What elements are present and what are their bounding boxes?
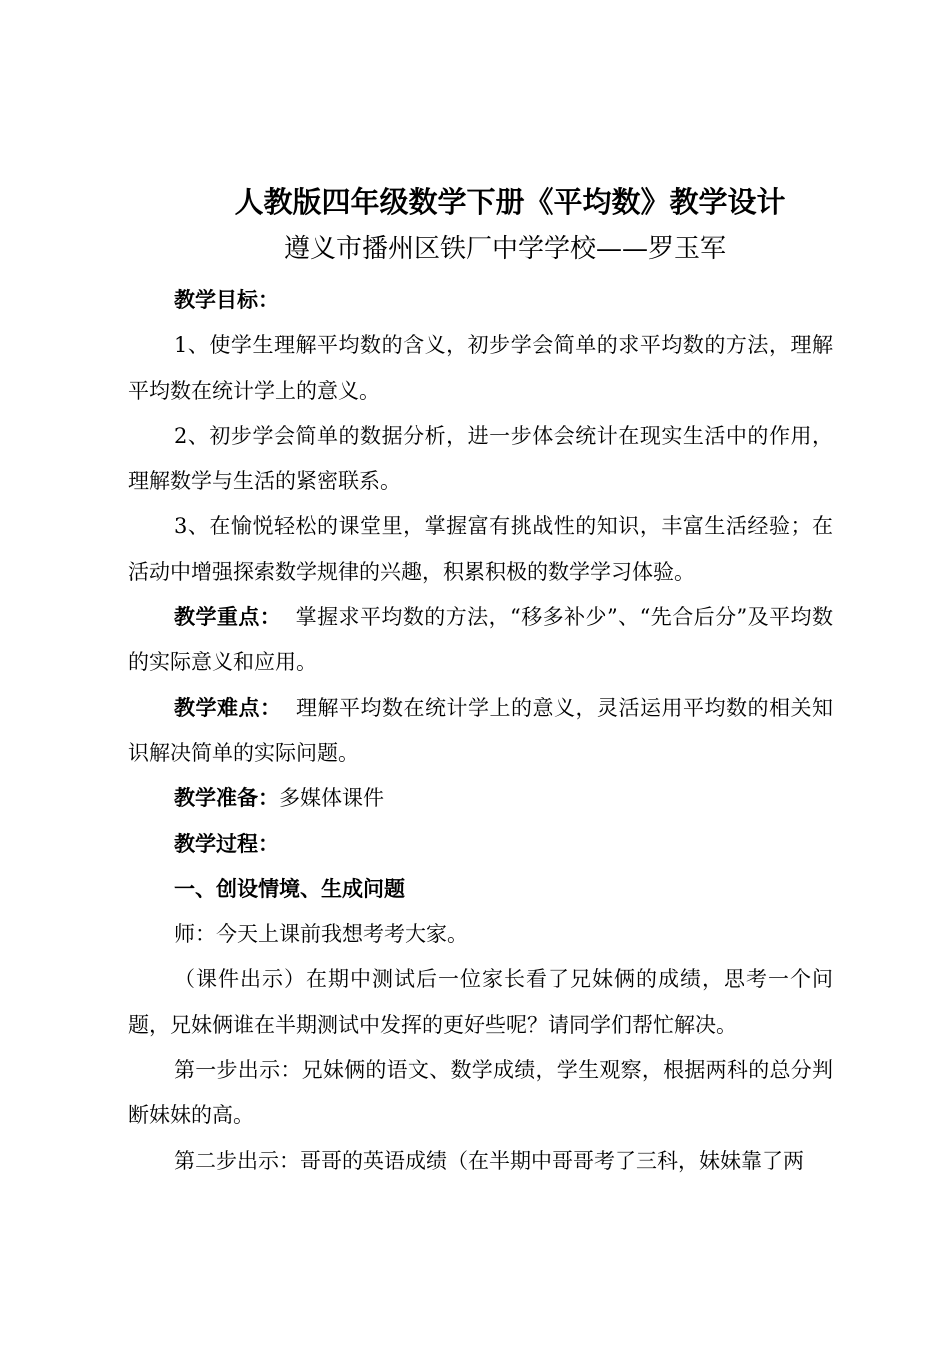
objectives-heading: 教学目标：	[174, 288, 279, 312]
objective-item-2: 2、初步学会简单的数据分析，进一步体会统计在现实生活中的作用，理解数学与生活的紧密联系。	[128, 423, 833, 494]
difficulties-paragraph	[128, 686, 833, 777]
key-points-text: 掌握求平均数的方法，“移多补少”、“先合后分”及平均数的实际意义和应用。	[128, 605, 833, 675]
objective-item-3: 3、在愉悦轻松的课堂里，掌握富有挑战性的知识，丰富生活经验；在活动中增强探索数学规律的兴趣，积累积极的数学学习体验。	[128, 514, 833, 584]
objective-item-1: 1、使学生理解平均数的含义，初步学会简单的求平均数的方法，理解平均数在统计学上的意义。	[128, 333, 833, 403]
process-paragraph-1: 师：今天上课前我想考考大家。	[174, 922, 468, 947]
process-heading: 教学过程：	[174, 831, 279, 856]
author-line: 遵义市播州区铁厂中学学校——罗玉军	[283, 234, 726, 264]
preparation-text: 多媒体课件	[279, 786, 384, 811]
process-paragraph-2: （课件出示）在期中测试后一位家长看了兄妹俩的成绩，思考一个问题，兄妹俩谁在半期测试中发挥的更好些呢？请同学们帮忙解决。	[128, 967, 833, 1037]
section-1-heading: 一、创设情境、生成问题	[174, 876, 405, 901]
process-paragraph-3: 第一步出示：兄妹俩的语文、数学成绩，学生观察，根据两科的总分判断妹妹的高。	[128, 1058, 833, 1128]
difficulties-label: 教学难点：	[174, 695, 282, 720]
document-body	[128, 278, 833, 1184]
difficulties-text: 理解平均数在统计学上的意义，灵活运用平均数的相关知识解决简单的实际问题。	[128, 695, 833, 765]
document-title: 人教版四年级数学下册《平均数》教学设计	[234, 185, 786, 219]
preparation-paragraph	[128, 776, 833, 821]
key-points-paragraph	[128, 595, 833, 686]
key-points-label: 教学重点：	[174, 605, 282, 630]
preparation-label: 教学准备：	[174, 786, 279, 811]
process-paragraph-4: 第二步出示：哥哥的英语成绩（在半期中哥哥考了三科，妹妹靠了两	[174, 1148, 804, 1173]
